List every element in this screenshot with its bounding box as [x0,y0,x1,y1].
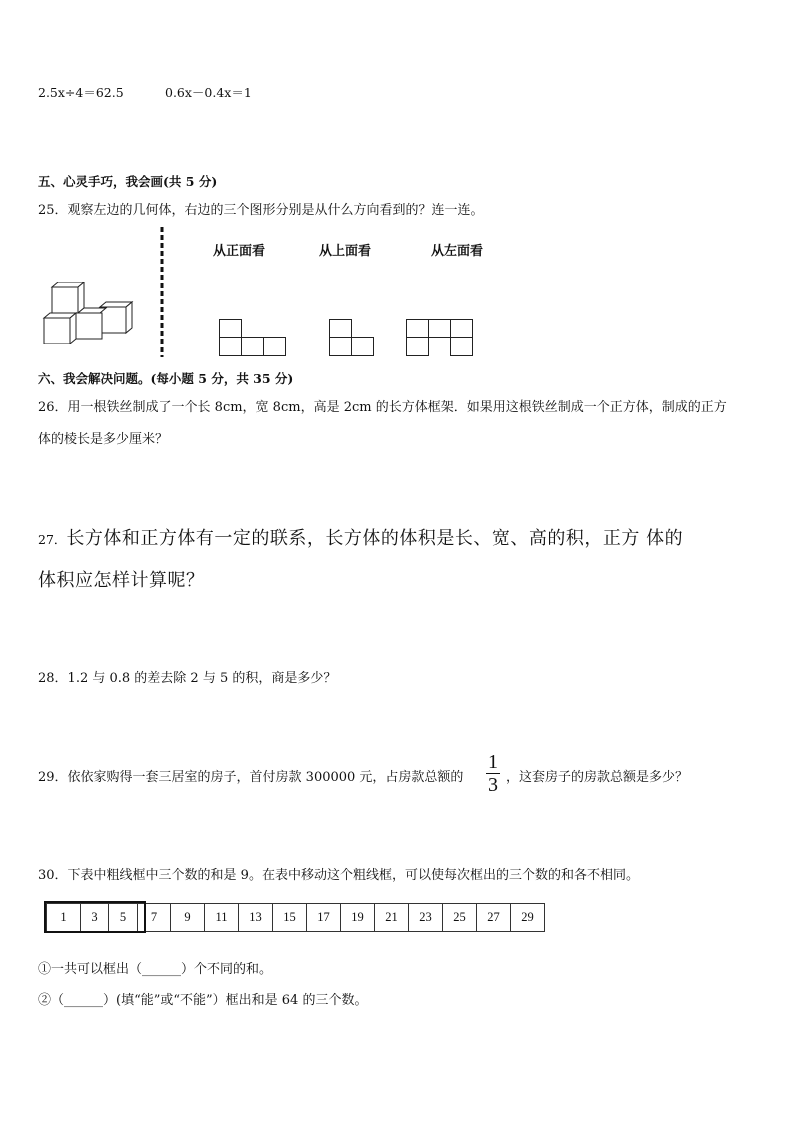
question-30-sub1: ①一共可以框出（______）个不同的和。 [38,962,273,977]
question-26-line2: 体的棱长是多少厘米？ [38,432,169,447]
question-27-number: 27． [38,532,67,547]
table-cell: 9 [171,904,205,932]
table-cell: 21 [375,904,409,932]
table-cell: 27 [477,904,511,932]
question-26-line1: 26．用一根铁丝制成了一个长 8cm，宽 8cm，高是 2cm 的长方体框架．如果用这根铁丝制成一个正方体，制成的正方 [38,400,727,415]
table-cell: 5 [109,904,138,932]
table-cell: 19 [341,904,375,932]
table-cell: 11 [205,904,239,932]
view-label-top: 从上面看 [319,244,372,259]
view-label-front: 从正面看 [213,244,266,259]
dashed-divider [158,227,166,357]
table-cell: 13 [239,904,273,932]
view-label-left: 从左面看 [431,244,484,259]
bold-selection-frame [44,901,146,933]
equation-2: 0.6x－0.4x＝1 [165,85,252,100]
question-27 [38,524,683,550]
table-cell: 3 [81,904,109,932]
table-cell: 7 [138,904,171,932]
table-cell: 29 [511,904,545,932]
table-cell: 15 [273,904,307,932]
question-25: 25．观察左边的几何体，右边的三个图形分别是从什么方向看到的？连一连。 [38,203,484,218]
question-28: 28．1.2 与 0.8 的差去除 2 与 5 的积，商是多少？ [38,671,337,686]
fraction-denominator: 3 [488,774,498,797]
question-29-tail: ，这套房子的房款总额是多少？ [506,770,689,785]
table-cell: 25 [443,904,477,932]
question-27-line2: 体积应怎样计算呢？ [38,570,205,591]
question-30: 30．下表中粗线框中三个数的和是 9。在表中移动这个粗线框，可以使每次框出的三个数的和各不相同。 [38,868,639,883]
question-29-text: 29．依依家购得一套三居室的房子，首付房款 300000 元，占房款总额的 [38,770,464,785]
fraction-one-third [486,751,500,797]
fraction-numerator: 1 [488,751,498,773]
table-cell: 1 [47,904,81,932]
section5-heading: 五、心灵手巧，我会画(共 5 分) [38,174,218,189]
section6-heading: 六、我会解决问题。(每小题 5 分，共 35 分) [38,371,294,386]
table-cell: 17 [307,904,341,932]
view-grid-3 [406,319,476,357]
geometric-solid-figure [40,282,140,344]
view-grid-2 [329,319,377,357]
equation-1: 2.5x÷4＝62.5 [38,85,124,100]
table-cell: 23 [409,904,443,932]
question-27-line1: 长方体和正方体有一定的联系，长方体的体积是长、宽、高的积，正方 体的 [66,528,684,549]
question-30-sub2: ②（______）(填“能”或“不能”）框出和是 64 的三个数。 [38,993,368,1008]
view-grid-1 [219,319,289,357]
